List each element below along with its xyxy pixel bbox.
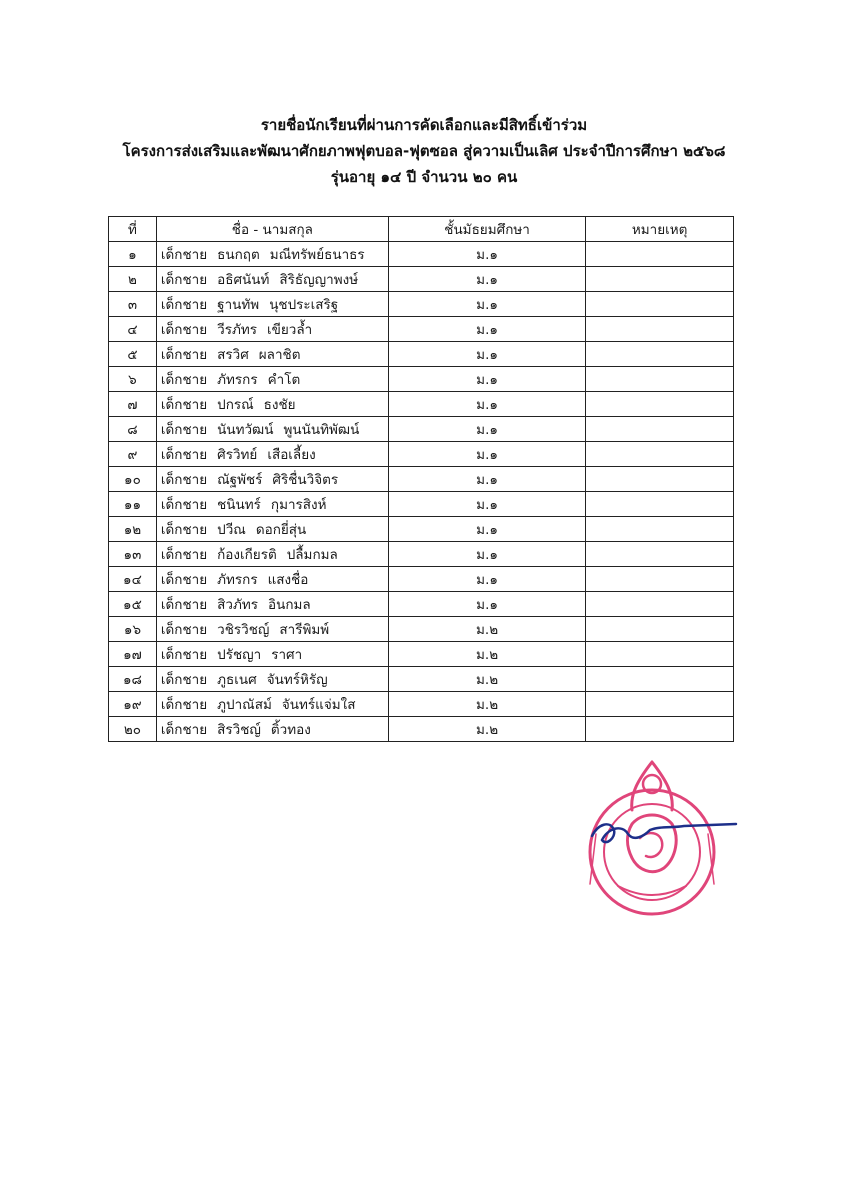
student-last: คำโต <box>267 372 301 388</box>
student-last: กุมารสิงห์ <box>270 497 327 513</box>
grade-cell: ม.๑ <box>388 492 586 517</box>
grade-cell: ม.๑ <box>388 517 586 542</box>
student-name-cell <box>156 567 388 592</box>
student-name-cell <box>156 442 388 467</box>
row-number: ๓ <box>109 292 157 317</box>
table-header-row <box>109 217 734 242</box>
student-last: ผลาชิต <box>258 347 301 363</box>
grade-cell: ม.๒ <box>388 692 586 717</box>
student-last: สารีพิมพ์ <box>279 622 330 638</box>
official-seal-icon <box>552 754 742 924</box>
column-header-no: ที่ <box>109 217 157 242</box>
student-first: ภูธเนศ <box>217 672 257 688</box>
note-cell <box>586 242 734 267</box>
table-row <box>109 267 734 292</box>
student-prefix: เด็กชาย <box>160 597 208 613</box>
table-row <box>109 242 734 267</box>
student-prefix: เด็กชาย <box>160 472 208 488</box>
student-name-cell <box>156 467 388 492</box>
table-row <box>109 442 734 467</box>
student-last: นุชประเสริฐ <box>269 297 339 313</box>
student-name-cell <box>156 717 388 742</box>
note-cell <box>586 717 734 742</box>
student-first: ณัฐพัชร์ <box>217 472 263 488</box>
column-header-note: หมายเหตุ <box>586 217 734 242</box>
grade-cell: ม.๑ <box>388 242 586 267</box>
grade-cell: ม.๑ <box>388 542 586 567</box>
grade-cell: ม.๑ <box>388 592 586 617</box>
table-row <box>109 317 734 342</box>
grade-cell: ม.๑ <box>388 567 586 592</box>
student-name-cell <box>156 617 388 642</box>
grade-cell: ม.๑ <box>388 292 586 317</box>
row-number: ๑๔ <box>109 567 157 592</box>
student-first: ปวีณ <box>217 522 246 538</box>
student-prefix: เด็กชาย <box>160 497 208 513</box>
header-title: รายชื่อนักเรียนที่ผ่านการคัดเลือกและมีสิทธิ์เข้าร่วม <box>260 116 588 134</box>
row-number: ๑๖ <box>109 617 157 642</box>
student-name-cell <box>156 517 388 542</box>
note-cell <box>586 392 734 417</box>
row-number: ๘ <box>109 417 157 442</box>
student-last: เขียวล้ำ <box>267 322 313 338</box>
student-first: ธนกฤต <box>217 247 260 263</box>
table-row <box>109 717 734 742</box>
student-name-cell <box>156 317 388 342</box>
table-row <box>109 542 734 567</box>
student-name-cell <box>156 367 388 392</box>
row-number: ๕ <box>109 342 157 367</box>
table-row <box>109 292 734 317</box>
student-name-cell <box>156 292 388 317</box>
row-number: ๑๒ <box>109 517 157 542</box>
note-cell <box>586 592 734 617</box>
student-name-cell <box>156 642 388 667</box>
student-table <box>108 216 734 742</box>
student-prefix: เด็กชาย <box>160 647 208 663</box>
row-number: ๒๐ <box>109 717 157 742</box>
student-prefix: เด็กชาย <box>160 722 208 738</box>
student-last: จันทร์หิรัญ <box>266 672 328 688</box>
student-first: ศิรวิทย์ <box>217 447 258 463</box>
student-prefix: เด็กชาย <box>160 322 208 338</box>
student-first: ชนินทร์ <box>217 497 261 513</box>
student-last: แสงชื่อ <box>267 572 309 588</box>
student-last: ปลื้มกมล <box>286 547 338 563</box>
student-prefix: เด็กชาย <box>160 697 208 713</box>
student-last: พูนนันทิพัฒน์ <box>283 422 360 438</box>
row-number: ๑ <box>109 242 157 267</box>
student-first: ฐานทัพ <box>217 297 260 313</box>
note-cell <box>586 542 734 567</box>
student-name-cell <box>156 242 388 267</box>
document-header <box>0 112 848 190</box>
table-row <box>109 392 734 417</box>
grade-cell: ม.๑ <box>388 367 586 392</box>
table-row <box>109 467 734 492</box>
student-first: ปรัชญา <box>217 647 262 663</box>
note-cell <box>586 692 734 717</box>
student-last: เสือเลี้ยง <box>267 447 316 463</box>
student-prefix: เด็กชาย <box>160 622 208 638</box>
student-last: สิริธัญญาพงษ์ <box>279 272 359 288</box>
table-row <box>109 592 734 617</box>
note-cell <box>586 642 734 667</box>
grade-cell: ม.๑ <box>388 317 586 342</box>
student-first: ภัทรกร <box>217 372 258 388</box>
student-last: อินกมล <box>268 597 311 613</box>
row-number: ๔ <box>109 317 157 342</box>
student-last: มณีทรัพย์ธนาธร <box>269 247 365 263</box>
student-first: ภูปาณัสม์ <box>217 697 272 713</box>
student-prefix: เด็กชาย <box>160 347 208 363</box>
grade-cell: ม.๒ <box>388 617 586 642</box>
row-number: ๒ <box>109 267 157 292</box>
grade-cell: ม.๒ <box>388 717 586 742</box>
student-last: ศิริชื่นวิจิตร <box>272 472 339 488</box>
note-cell <box>586 617 734 642</box>
student-name-cell <box>156 692 388 717</box>
grade-cell: ม.๑ <box>388 417 586 442</box>
note-cell <box>586 567 734 592</box>
student-name-cell <box>156 592 388 617</box>
student-prefix: เด็กชาย <box>160 547 208 563</box>
table-body <box>109 242 734 742</box>
student-last: ดอกยี่สุ่น <box>255 522 307 538</box>
row-number: ๑๐ <box>109 467 157 492</box>
student-prefix: เด็กชาย <box>160 247 208 263</box>
note-cell <box>586 492 734 517</box>
table-row <box>109 692 734 717</box>
note-cell <box>586 442 734 467</box>
student-first: ก้องเกียรติ <box>217 547 277 563</box>
table-row <box>109 617 734 642</box>
note-cell <box>586 467 734 492</box>
student-prefix: เด็กชาย <box>160 447 208 463</box>
student-prefix: เด็กชาย <box>160 422 208 438</box>
row-number: ๑๘ <box>109 667 157 692</box>
note-cell <box>586 517 734 542</box>
table-row <box>109 567 734 592</box>
note-cell <box>586 367 734 392</box>
note-cell <box>586 417 734 442</box>
student-first: วีรภัทร <box>217 322 258 338</box>
note-cell <box>586 267 734 292</box>
grade-cell: ม.๑ <box>388 342 586 367</box>
student-name-cell <box>156 342 388 367</box>
student-prefix: เด็กชาย <box>160 397 208 413</box>
note-cell <box>586 292 734 317</box>
column-header-name: ชื่อ - นามสกุล <box>156 217 388 242</box>
note-cell <box>586 342 734 367</box>
row-number: ๑๕ <box>109 592 157 617</box>
student-prefix: เด็กชาย <box>160 522 208 538</box>
student-name-cell <box>156 492 388 517</box>
note-cell <box>586 667 734 692</box>
table-row <box>109 417 734 442</box>
row-number: ๑๑ <box>109 492 157 517</box>
student-prefix: เด็กชาย <box>160 672 208 688</box>
row-number: ๖ <box>109 367 157 392</box>
student-name-cell <box>156 267 388 292</box>
student-last: ธงชัย <box>263 397 296 413</box>
column-header-grade: ชั้นมัธยมศึกษา <box>388 217 586 242</box>
header-project: โครงการส่งเสริมและพัฒนาศักยภาพฟุตบอล-ฟุตซอล สู่ความเป็นเลิศ ประจำปีการศึกษา ๒๕๖๘ <box>122 142 726 160</box>
grade-cell: ม.๑ <box>388 467 586 492</box>
grade-cell: ม.๒ <box>388 642 586 667</box>
table-row <box>109 492 734 517</box>
student-first: ปกรณ์ <box>217 397 254 413</box>
row-number: ๑๙ <box>109 692 157 717</box>
grade-cell: ม.๒ <box>388 667 586 692</box>
student-first: อธิศนันท์ <box>217 272 270 288</box>
grade-cell: ม.๑ <box>388 392 586 417</box>
student-prefix: เด็กชาย <box>160 272 208 288</box>
grade-cell: ม.๑ <box>388 267 586 292</box>
student-first: สิรวิชญ์ <box>217 722 261 738</box>
student-prefix: เด็กชาย <box>160 572 208 588</box>
grade-cell: ม.๑ <box>388 442 586 467</box>
student-name-cell <box>156 392 388 417</box>
row-number: ๗ <box>109 392 157 417</box>
note-cell <box>586 317 734 342</box>
student-last: ราศา <box>271 647 303 663</box>
table-row <box>109 642 734 667</box>
student-first: สิวภัทร <box>217 597 258 613</box>
student-first: ภัทรกร <box>217 572 258 588</box>
student-first: วชิรวิชญ์ <box>217 622 270 638</box>
row-number: ๙ <box>109 442 157 467</box>
student-last: ติ้วทอง <box>270 722 311 738</box>
student-name-cell <box>156 542 388 567</box>
row-number: ๑๓ <box>109 542 157 567</box>
student-prefix: เด็กชาย <box>160 297 208 313</box>
student-last: จันทร์แจ่มใส <box>281 697 356 713</box>
student-prefix: เด็กชาย <box>160 372 208 388</box>
row-number: ๑๗ <box>109 642 157 667</box>
student-first: สรวิศ <box>217 347 249 363</box>
student-first: นันทวัฒน์ <box>217 422 274 438</box>
table-row <box>109 367 734 392</box>
student-name-cell <box>156 417 388 442</box>
table-row <box>109 342 734 367</box>
table-row <box>109 667 734 692</box>
header-group: รุ่นอายุ ๑๔ ปี จำนวน ๒๐ คน <box>330 168 518 186</box>
student-name-cell <box>156 667 388 692</box>
table-row <box>109 517 734 542</box>
